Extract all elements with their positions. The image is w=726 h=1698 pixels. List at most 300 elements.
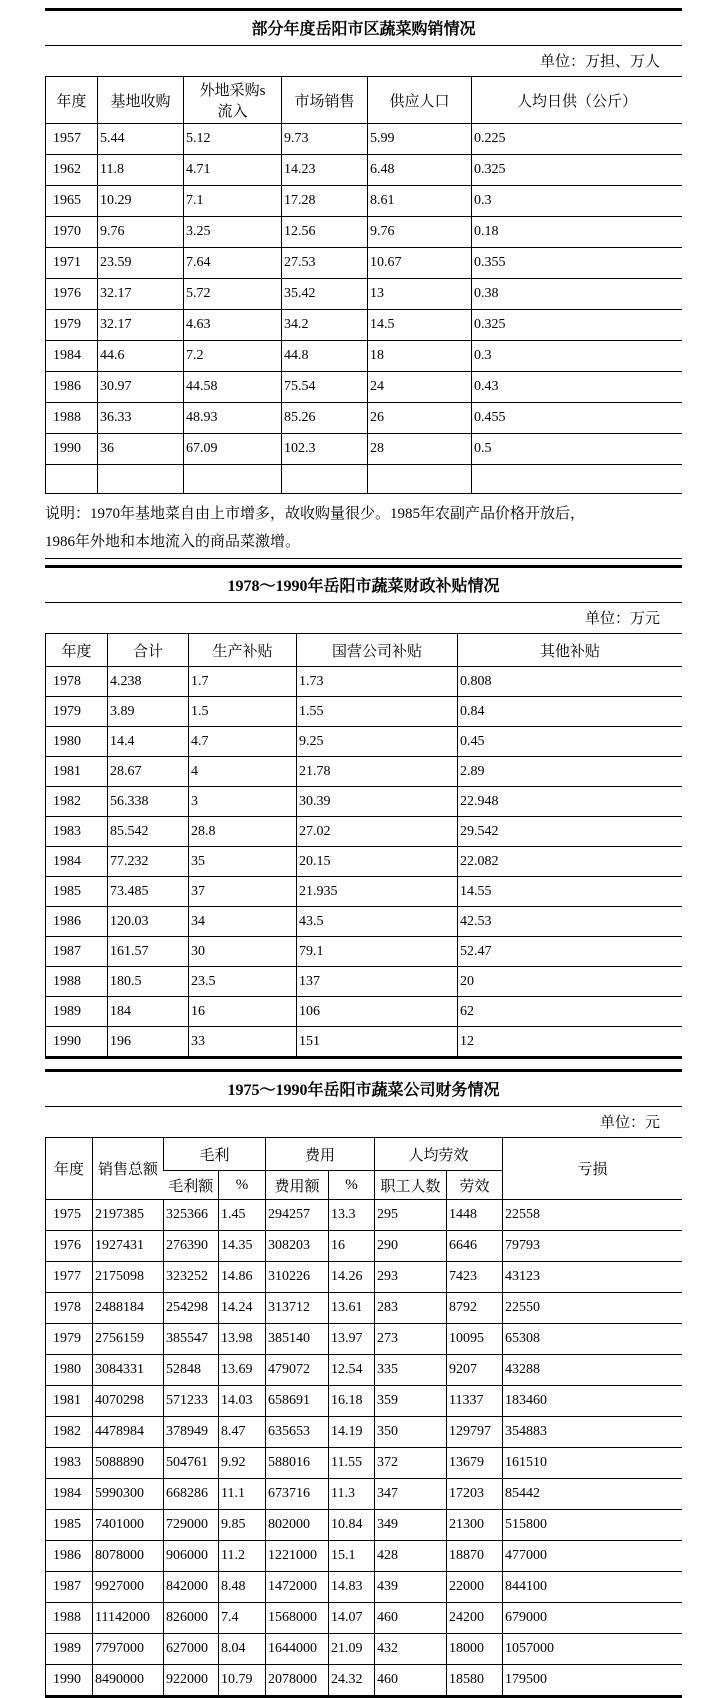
table-row (46, 1572, 683, 1603)
table-cell: 504761 (164, 1448, 219, 1479)
table-cell: 1979 (46, 697, 108, 727)
table-row (46, 1603, 683, 1634)
table-cell: 432 (375, 1634, 447, 1665)
table-cell: 254298 (164, 1293, 219, 1324)
table-row (46, 1293, 683, 1324)
table-cell: 28.8 (189, 817, 297, 847)
table-cell: 183460 (503, 1386, 682, 1417)
table1-unit-label: 单位：万担、万人 (539, 54, 660, 70)
table-cell: 6.48 (368, 155, 472, 186)
table-cell: 44.6 (98, 341, 184, 372)
table-cell: 5.99 (368, 124, 472, 155)
column-header-gross-profit-amount: 毛利额 (164, 1171, 219, 1200)
table-cell: 65308 (503, 1324, 682, 1355)
column-header-year: 年度 (46, 77, 98, 124)
table-cell: 479072 (266, 1355, 329, 1386)
table-cell: 2488184 (93, 1293, 164, 1324)
table-cell: 906000 (164, 1541, 219, 1572)
table-cell: 18870 (447, 1541, 503, 1572)
table-cell: 24 (368, 372, 472, 403)
column-group-per-capita-labor: 人均劳效 (375, 1138, 503, 1171)
table-cell: 0.84 (458, 697, 683, 727)
table-row (46, 310, 683, 341)
table-cell: 20 (458, 967, 683, 997)
table-cell: 635653 (266, 1417, 329, 1448)
table-row (46, 434, 683, 465)
table-cell: 1221000 (266, 1541, 329, 1572)
table-cell: 1448 (447, 1200, 503, 1231)
table-cell: 1982 (46, 787, 108, 817)
table-cell: 44.8 (282, 341, 368, 372)
table-cell: 15.1 (329, 1541, 375, 1572)
table-row (46, 1355, 683, 1386)
column-header-expense-amount: 费用额 (266, 1171, 329, 1200)
column-header-outside-inflow-line2: 流入 (217, 104, 248, 120)
table-cell: 0.808 (458, 667, 683, 697)
table-row (46, 403, 683, 434)
table-cell: 4.238 (108, 667, 189, 697)
table-cell: 14.03 (219, 1386, 266, 1417)
table-cell: 3.25 (184, 217, 282, 248)
table-cell: 1.55 (297, 697, 458, 727)
table-cell: 1988 (46, 967, 108, 997)
table-cell: 16.18 (329, 1386, 375, 1417)
table-row (46, 1324, 683, 1355)
table-cell: 11.3 (329, 1479, 375, 1510)
table2-unit-label: 单位：万元 (584, 611, 660, 627)
table-cell: 347 (375, 1479, 447, 1510)
table-cell: 11.55 (329, 1448, 375, 1479)
table-cell: 290 (375, 1231, 447, 1262)
column-header-expense-percent: % (329, 1171, 375, 1200)
table-row (46, 697, 683, 727)
table-cell: 161510 (503, 1448, 682, 1479)
table-cell (98, 465, 184, 494)
table-cell: 1975 (46, 1200, 93, 1231)
table-cell: 9927000 (93, 1572, 164, 1603)
subsidy-table-header (46, 634, 683, 667)
table-cell: 42.53 (458, 907, 683, 937)
table-cell: 3.89 (108, 697, 189, 727)
table-cell: 588016 (266, 1448, 329, 1479)
table-cell: 21.09 (329, 1634, 375, 1665)
table-cell: 27.02 (297, 817, 458, 847)
table-cell: 14.83 (329, 1572, 375, 1603)
table-cell: 120.03 (108, 907, 189, 937)
table-cell: 477000 (503, 1541, 682, 1572)
table-cell: 24200 (447, 1603, 503, 1634)
table-cell: 30.97 (98, 372, 184, 403)
column-group-gross-profit: 毛利 (164, 1138, 266, 1171)
table-cell: 515800 (503, 1510, 682, 1541)
table-cell: 21.78 (297, 757, 458, 787)
header-row (46, 77, 683, 124)
table-cell: 11337 (447, 1386, 503, 1417)
table-cell: 1982 (46, 1417, 93, 1448)
column-header-base-purchase: 基地收购 (98, 77, 184, 124)
table-cell: 1971 (46, 248, 98, 279)
table-cell: 13.98 (219, 1324, 266, 1355)
table-cell: 11.2 (219, 1541, 266, 1572)
table-cell: 13679 (447, 1448, 503, 1479)
table-cell: 0.5 (472, 434, 683, 465)
table-cell: 0.3 (472, 186, 683, 217)
table-row (46, 1665, 683, 1697)
table-cell: 372 (375, 1448, 447, 1479)
table-cell: 180.5 (108, 967, 189, 997)
table-cell: 18000 (447, 1634, 503, 1665)
table-cell: 293 (375, 1262, 447, 1293)
table-row (46, 727, 683, 757)
table-row (46, 124, 683, 155)
table-cell: 33 (189, 1027, 297, 1058)
table-cell: 4478984 (93, 1417, 164, 1448)
table-cell: 668286 (164, 1479, 219, 1510)
table-cell: 0.355 (472, 248, 683, 279)
table-cell: 1981 (46, 757, 108, 787)
column-header-other-subsidy: 其他补贴 (458, 634, 683, 667)
table-cell: 0.43 (472, 372, 683, 403)
table-cell: 7423 (447, 1262, 503, 1293)
table-cell: 1989 (46, 1634, 93, 1665)
table-cell: 0.325 (472, 155, 683, 186)
table-cell: 1980 (46, 727, 108, 757)
table-row (46, 341, 683, 372)
table-row (46, 248, 683, 279)
table-cell: 1568000 (266, 1603, 329, 1634)
table-cell: 1957 (46, 124, 98, 155)
table-cell: 1983 (46, 817, 108, 847)
table3-unit-label: 单位：元 (599, 1115, 660, 1131)
table-cell: 1980 (46, 1355, 93, 1386)
table-cell: 1987 (46, 937, 108, 967)
table-cell: 802000 (266, 1510, 329, 1541)
table-cell: 85.26 (282, 403, 368, 434)
table-cell: 1977 (46, 1262, 93, 1293)
table-row (46, 1200, 683, 1231)
table-cell: 10095 (447, 1324, 503, 1355)
table-cell: 1984 (46, 1479, 93, 1510)
table-row (46, 877, 683, 907)
table-cell: 77.232 (108, 847, 189, 877)
table-cell: 32.17 (98, 310, 184, 341)
table-cell: 23.5 (189, 967, 297, 997)
table-cell: 4.63 (184, 310, 282, 341)
table1-title: 部分年度岳阳市区蔬菜购销情况 (251, 21, 476, 38)
subsidy-table (45, 633, 682, 1059)
table-row (46, 1262, 683, 1293)
table-cell: 310226 (266, 1262, 329, 1293)
table-cell: 52.47 (458, 937, 683, 967)
table-cell: 385547 (164, 1324, 219, 1355)
table-cell: 4.71 (184, 155, 282, 186)
table-row (46, 1541, 683, 1572)
table-cell: 1976 (46, 279, 98, 310)
table-cell: 12.54 (329, 1355, 375, 1386)
column-header-production-subsidy: 生产补贴 (189, 634, 297, 667)
table-cell: 1979 (46, 1324, 93, 1355)
table-cell: 13 (368, 279, 472, 310)
table-cell: 1976 (46, 1231, 93, 1262)
table-cell: 5990300 (93, 1479, 164, 1510)
table-cell: 129797 (447, 1417, 503, 1448)
table-cell: 14.19 (329, 1417, 375, 1448)
table-row (46, 847, 683, 877)
table-cell: 3 (189, 787, 297, 817)
table-cell: 283 (375, 1293, 447, 1324)
table-cell: 1984 (46, 847, 108, 877)
table-cell (184, 465, 282, 494)
table-cell: 571233 (164, 1386, 219, 1417)
column-header-state-company-subsidy: 国营公司补贴 (297, 634, 458, 667)
table-cell: 1986 (46, 372, 98, 403)
purchase-sales-table (45, 76, 682, 494)
table-cell: 28.67 (108, 757, 189, 787)
table-row (46, 787, 683, 817)
table-cell: 4070298 (93, 1386, 164, 1417)
table-cell: 8792 (447, 1293, 503, 1324)
table-cell: 36 (98, 434, 184, 465)
table-cell: 14.26 (329, 1262, 375, 1293)
table-row (46, 1448, 683, 1479)
table-cell: 2175098 (93, 1262, 164, 1293)
finance-table (45, 1137, 682, 1698)
table-cell: 385140 (266, 1324, 329, 1355)
table-cell: 34.2 (282, 310, 368, 341)
table-cell: 43288 (503, 1355, 682, 1386)
table-cell: 354883 (503, 1417, 682, 1448)
table-cell: 9.76 (98, 217, 184, 248)
table-cell: 460 (375, 1603, 447, 1634)
table-cell: 0.18 (472, 217, 683, 248)
table-cell (368, 465, 472, 494)
table-cell: 0.3 (472, 341, 683, 372)
table-cell: 5.44 (98, 124, 184, 155)
table-cell: 28 (368, 434, 472, 465)
table-cell: 161.57 (108, 937, 189, 967)
table-cell: 8.61 (368, 186, 472, 217)
table-cell: 335 (375, 1355, 447, 1386)
table1-note-line2: 1986年外地和本地流入的商品菜激增。 (45, 534, 301, 550)
table-cell: 8078000 (93, 1541, 164, 1572)
table-cell: 56.338 (108, 787, 189, 817)
table-cell: 1472000 (266, 1572, 329, 1603)
table-cell: 48.93 (184, 403, 282, 434)
table-cell: 13.97 (329, 1324, 375, 1355)
table-cell: 7.1 (184, 186, 282, 217)
table-cell: 22.082 (458, 847, 683, 877)
table-cell: 184 (108, 997, 189, 1027)
table-cell: 13.3 (329, 1200, 375, 1231)
table-cell: 5.12 (184, 124, 282, 155)
table-cell: 13.61 (329, 1293, 375, 1324)
table-cell: 8.47 (219, 1417, 266, 1448)
table-cell: 26 (368, 403, 472, 434)
table-cell: 21300 (447, 1510, 503, 1541)
table-cell: 295 (375, 1200, 447, 1231)
column-header-per-capita-daily-supply: 人均日供（公斤） (472, 77, 683, 124)
table-cell: 0.45 (458, 727, 683, 757)
table-cell: 313712 (266, 1293, 329, 1324)
purchase-sales-table-header (46, 77, 683, 124)
table-cell: 1.45 (219, 1200, 266, 1231)
table-cell: 35 (189, 847, 297, 877)
column-header-total: 合计 (108, 634, 189, 667)
table-cell: 10.84 (329, 1510, 375, 1541)
table-cell: 27.53 (282, 248, 368, 279)
table-cell: 16 (189, 997, 297, 1027)
table-cell: 14.23 (282, 155, 368, 186)
table-cell: 62 (458, 997, 683, 1027)
table-cell: 34 (189, 907, 297, 937)
table-cell: 18 (368, 341, 472, 372)
column-header-supply-population: 供应人口 (368, 77, 472, 124)
table-cell: 308203 (266, 1231, 329, 1262)
table-cell: 323252 (164, 1262, 219, 1293)
table-cell: 1984 (46, 341, 98, 372)
column-header-outside-inflow-line1: 外地采购s (199, 83, 266, 99)
table-cell: 679000 (503, 1603, 682, 1634)
table-cell: 29.542 (458, 817, 683, 847)
finance-table-header (46, 1138, 683, 1200)
table-cell: 294257 (266, 1200, 329, 1231)
table-cell: 658691 (266, 1386, 329, 1417)
document-content (45, 8, 682, 1698)
table-cell: 3084331 (93, 1355, 164, 1386)
table-cell: 2756159 (93, 1324, 164, 1355)
table-row (46, 937, 683, 967)
table-cell: 0.225 (472, 124, 683, 155)
table-row (46, 1417, 683, 1448)
table-cell: 1.73 (297, 667, 458, 697)
table-cell: 12.56 (282, 217, 368, 248)
column-header-gross-profit-percent: % (219, 1171, 266, 1200)
table-row (46, 817, 683, 847)
table-cell: 7797000 (93, 1634, 164, 1665)
table-cell: 30 (189, 937, 297, 967)
table-cell: 22550 (503, 1293, 682, 1324)
table-cell: 359 (375, 1386, 447, 1417)
table-cell: 10.79 (219, 1665, 266, 1697)
table-cell: 43123 (503, 1262, 682, 1293)
subsidy-table-body (46, 667, 683, 1058)
table-cell: 1983 (46, 1448, 93, 1479)
table-cell: 44.58 (184, 372, 282, 403)
table-cell: 106 (297, 997, 458, 1027)
table-cell: 22000 (447, 1572, 503, 1603)
table-row (46, 1634, 683, 1665)
table-cell: 2197385 (93, 1200, 164, 1231)
table-cell: 196 (108, 1027, 189, 1058)
table-cell: 24.32 (329, 1665, 375, 1697)
table-cell (282, 465, 368, 494)
table-cell: 1.7 (189, 667, 297, 697)
table-cell: 17.28 (282, 186, 368, 217)
table-cell: 4 (189, 757, 297, 787)
table-cell: 842000 (164, 1572, 219, 1603)
table-cell: 21.935 (297, 877, 458, 907)
table-cell: 73.485 (108, 877, 189, 907)
table1-note (45, 494, 682, 558)
table-cell: 14.5 (368, 310, 472, 341)
table-cell: 273 (375, 1324, 447, 1355)
table-cell: 52848 (164, 1355, 219, 1386)
table-cell: 460 (375, 1665, 447, 1697)
table-cell: 37 (189, 877, 297, 907)
table-cell: 0.455 (472, 403, 683, 434)
table-cell: 1988 (46, 1603, 93, 1634)
table-row (46, 155, 683, 186)
table-cell: 627000 (164, 1634, 219, 1665)
table-cell: 1978 (46, 1293, 93, 1324)
table-cell: 8.48 (219, 1572, 266, 1603)
table-cell: 1990 (46, 1027, 108, 1058)
table-row (46, 1027, 683, 1058)
table-cell: 9.25 (297, 727, 458, 757)
column-header-labor-efficiency: 劳效 (447, 1171, 503, 1200)
table-cell: 1990 (46, 434, 98, 465)
column-header-year: 年度 (46, 634, 108, 667)
table-cell: 1962 (46, 155, 98, 186)
table-cell: 22.948 (458, 787, 683, 817)
table-cell: 18580 (447, 1665, 503, 1697)
column-header-loss: 亏损 (503, 1138, 682, 1200)
table-cell: 1987 (46, 1572, 93, 1603)
table-cell: 11.1 (219, 1479, 266, 1510)
table-cell: 378949 (164, 1417, 219, 1448)
table2-title: 1978～1990年岳阳市蔬菜财政补贴情况 (227, 578, 500, 595)
table-cell: 9.85 (219, 1510, 266, 1541)
table-cell: 151 (297, 1027, 458, 1058)
table-cell: 10.29 (98, 186, 184, 217)
table-row (46, 1510, 683, 1541)
table-cell: 350 (375, 1417, 447, 1448)
table3-title: 1975～1990年岳阳市蔬菜公司财务情况 (227, 1082, 500, 1099)
table-cell (46, 465, 98, 494)
table-cell: 1057000 (503, 1634, 682, 1665)
table-row (46, 1479, 683, 1510)
table-row (46, 465, 683, 494)
header-row (46, 634, 683, 667)
table-cell: 1988 (46, 403, 98, 434)
table-cell: 1970 (46, 217, 98, 248)
table-row (46, 279, 683, 310)
table-cell: 30.39 (297, 787, 458, 817)
table-cell: 14.86 (219, 1262, 266, 1293)
column-header-year: 年度 (46, 1138, 93, 1200)
table-cell: 85442 (503, 1479, 682, 1510)
table-cell: 12 (458, 1027, 683, 1058)
table-cell: 2078000 (266, 1665, 329, 1697)
table-cell: 1.5 (189, 697, 297, 727)
table-cell: 1985 (46, 877, 108, 907)
table-cell: 67.09 (184, 434, 282, 465)
column-group-expenses: 费用 (266, 1138, 375, 1171)
table-cell: 9.92 (219, 1448, 266, 1479)
table-row (46, 967, 683, 997)
table-cell: 13.69 (219, 1355, 266, 1386)
table-cell: 11142000 (93, 1603, 164, 1634)
table-cell: 102.3 (282, 434, 368, 465)
table-cell: 16 (329, 1231, 375, 1262)
table-cell: 826000 (164, 1603, 219, 1634)
table-cell: 1986 (46, 907, 108, 937)
table-cell: 5.72 (184, 279, 282, 310)
table-cell: 922000 (164, 1665, 219, 1697)
table-row (46, 997, 683, 1027)
table-cell: 729000 (164, 1510, 219, 1541)
table-cell: 428 (375, 1541, 447, 1572)
